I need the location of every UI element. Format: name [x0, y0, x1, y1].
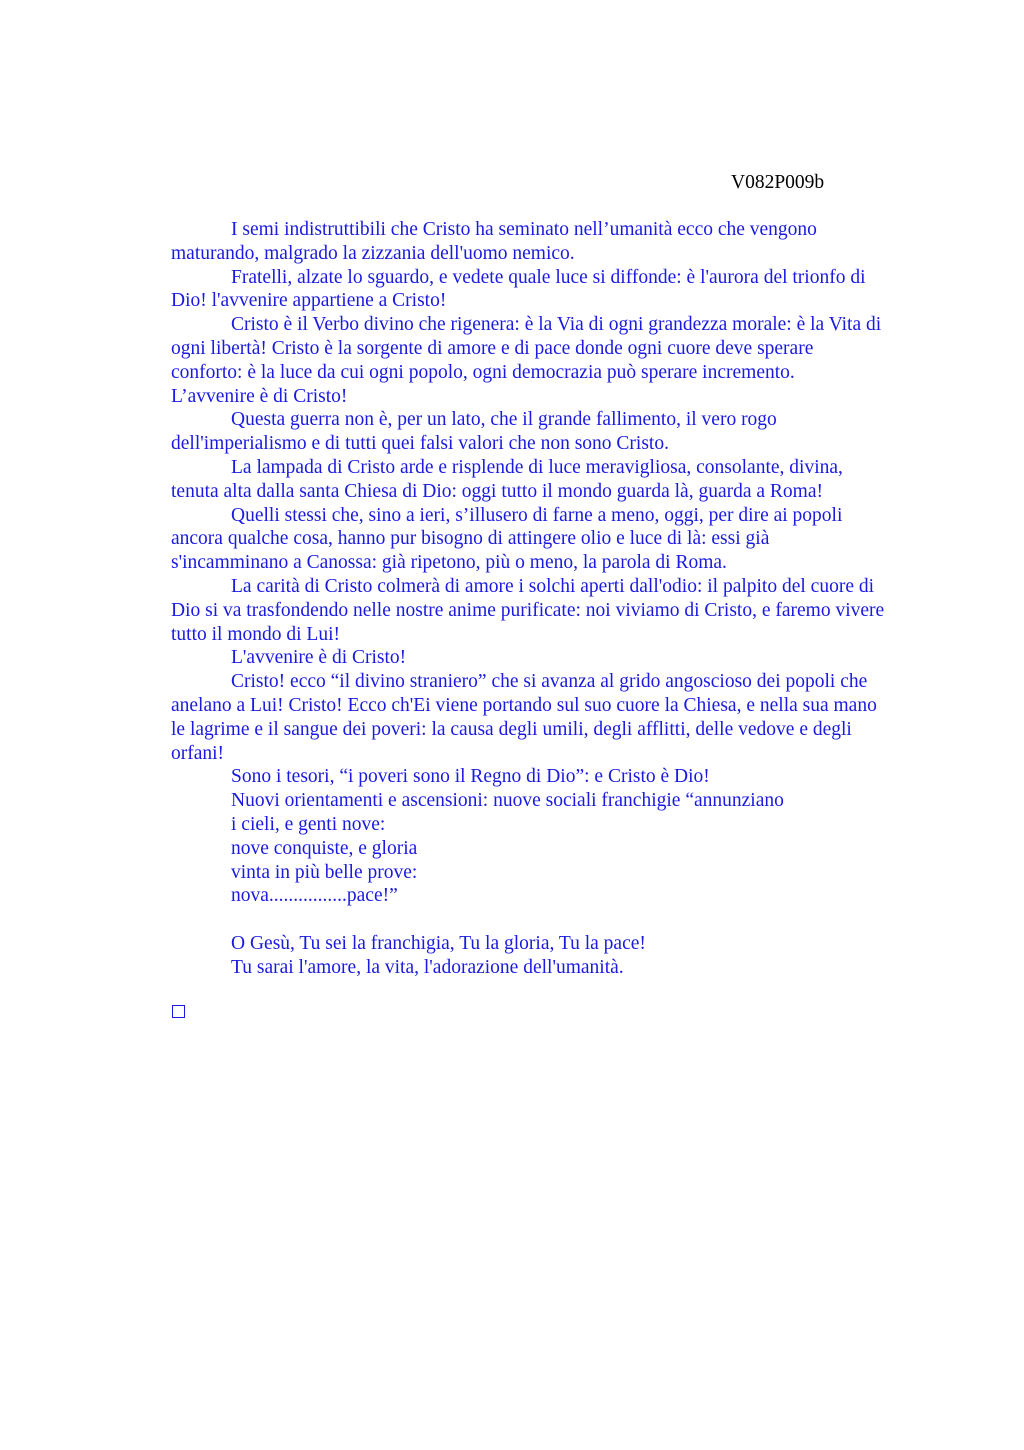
text-line: dell'imperialismo e di tutti quei falsi valori che non sono Cristo. — [171, 433, 669, 455]
text-line: Questa guerra non è, per un lato, che il grande fallimento, il vero rogo — [231, 409, 777, 431]
verse-line: Nuovi orientamenti e ascensioni: nuove sociali franchigie “annunziano — [231, 790, 784, 812]
text-line: anelano a Lui! Cristo! Ecco ch'Ei viene portando sul suo cuore la Chiesa, e nella sua mano — [171, 694, 877, 716]
text-line: orfani! — [171, 742, 225, 764]
closing-line: O Gesù, Tu sei la franchigia, Tu la gloria, Tu la pace! — [231, 932, 646, 954]
text-line: Quelli stessi che, sino a ieri, s’illusero di farne a meno, oggi, per dire ai popoli — [231, 504, 843, 526]
body-text — [171, 218, 941, 980]
paragraph — [171, 575, 941, 646]
document-id: V082P009b — [731, 172, 825, 193]
empty-square-icon — [172, 1005, 185, 1018]
paragraph — [171, 504, 941, 575]
text-line: I semi indistruttibili che Cristo ha seminato nell’umanità ecco che vengono — [231, 219, 817, 240]
text-line: tutto il mondo di Lui! — [171, 623, 340, 645]
text-line: ogni libertà! Cristo è la sorgente di amore e di pace donde ogni cuore deve sperare — [171, 337, 814, 359]
verse-line: vinta in più belle prove: — [231, 861, 418, 883]
paragraph — [171, 408, 941, 456]
blank-line — [171, 908, 941, 932]
text-line: Dio si va trasfondendo nelle nostre anime purificate: noi viviamo di Cristo, e faremo vivere — [171, 599, 885, 621]
text-line: Cristo è il Verbo divino che rigenera: è la Via di ogni grandezza morale: è la Vita di — [231, 314, 882, 336]
text-line: ancora qualche cosa, hanno pur bisogno di attingere olio e luce di là: essi già — [171, 528, 770, 550]
text-line: Cristo! ecco “il divino straniero” che si avanza al grido angoscioso dei popoli che — [231, 671, 868, 693]
verse-line: i cieli, e genti nove: — [231, 813, 386, 835]
text-line: La carità di Cristo colmerà di amore i solchi aperti dall'odio: il palpito del cuore di — [231, 575, 875, 597]
text-line: L’avvenire è di Cristo! — [171, 385, 348, 407]
text-line: Fratelli, alzate lo sguardo, e vedete quale luce si diffonde: è l'aurora del trionfo di — [231, 266, 866, 288]
text-line: s'incamminano a Canossa: già ripetono, più o meno, la parola di Roma. — [171, 552, 727, 574]
verse-block — [171, 765, 941, 908]
text-line: le lagrime e il sangue dei poveri: la causa degli umili, degli afflitti, delle vedove e degli — [171, 718, 852, 740]
paragraph — [171, 670, 941, 765]
verse-line: nove conquiste, e gloria — [231, 837, 418, 859]
paragraph — [171, 313, 941, 408]
closing-block — [171, 932, 941, 980]
paragraph — [171, 646, 941, 670]
text-line: La lampada di Cristo arde e risplende di luce meravigliosa, consolante, divina, — [231, 456, 843, 478]
text-line: L'avvenire è di Cristo! — [231, 647, 407, 669]
text-line: Dio! l'avvenire appartiene a Cristo! — [171, 290, 447, 312]
text-line: maturando, malgrado la zizzania dell'uomo nemico. — [171, 242, 575, 264]
verse-line: nova................pace!” — [231, 885, 398, 907]
text-line: conforto: è la luce da cui ogni popolo, ogni democrazia può sperare incremento. — [171, 361, 795, 383]
paragraph — [171, 456, 941, 504]
text-line: tenuta alta dalla santa Chiesa di Dio: oggi tutto il mondo guarda là, guarda a Roma! — [171, 480, 823, 502]
paragraph — [171, 266, 941, 314]
closing-line: Tu sarai l'amore, la vita, l'adorazione dell'umanità. — [231, 956, 624, 978]
verse-line: Sono i tesori, “i poveri sono il Regno di Dio”: e Cristo è Dio! — [231, 766, 710, 788]
paragraph — [171, 218, 941, 266]
